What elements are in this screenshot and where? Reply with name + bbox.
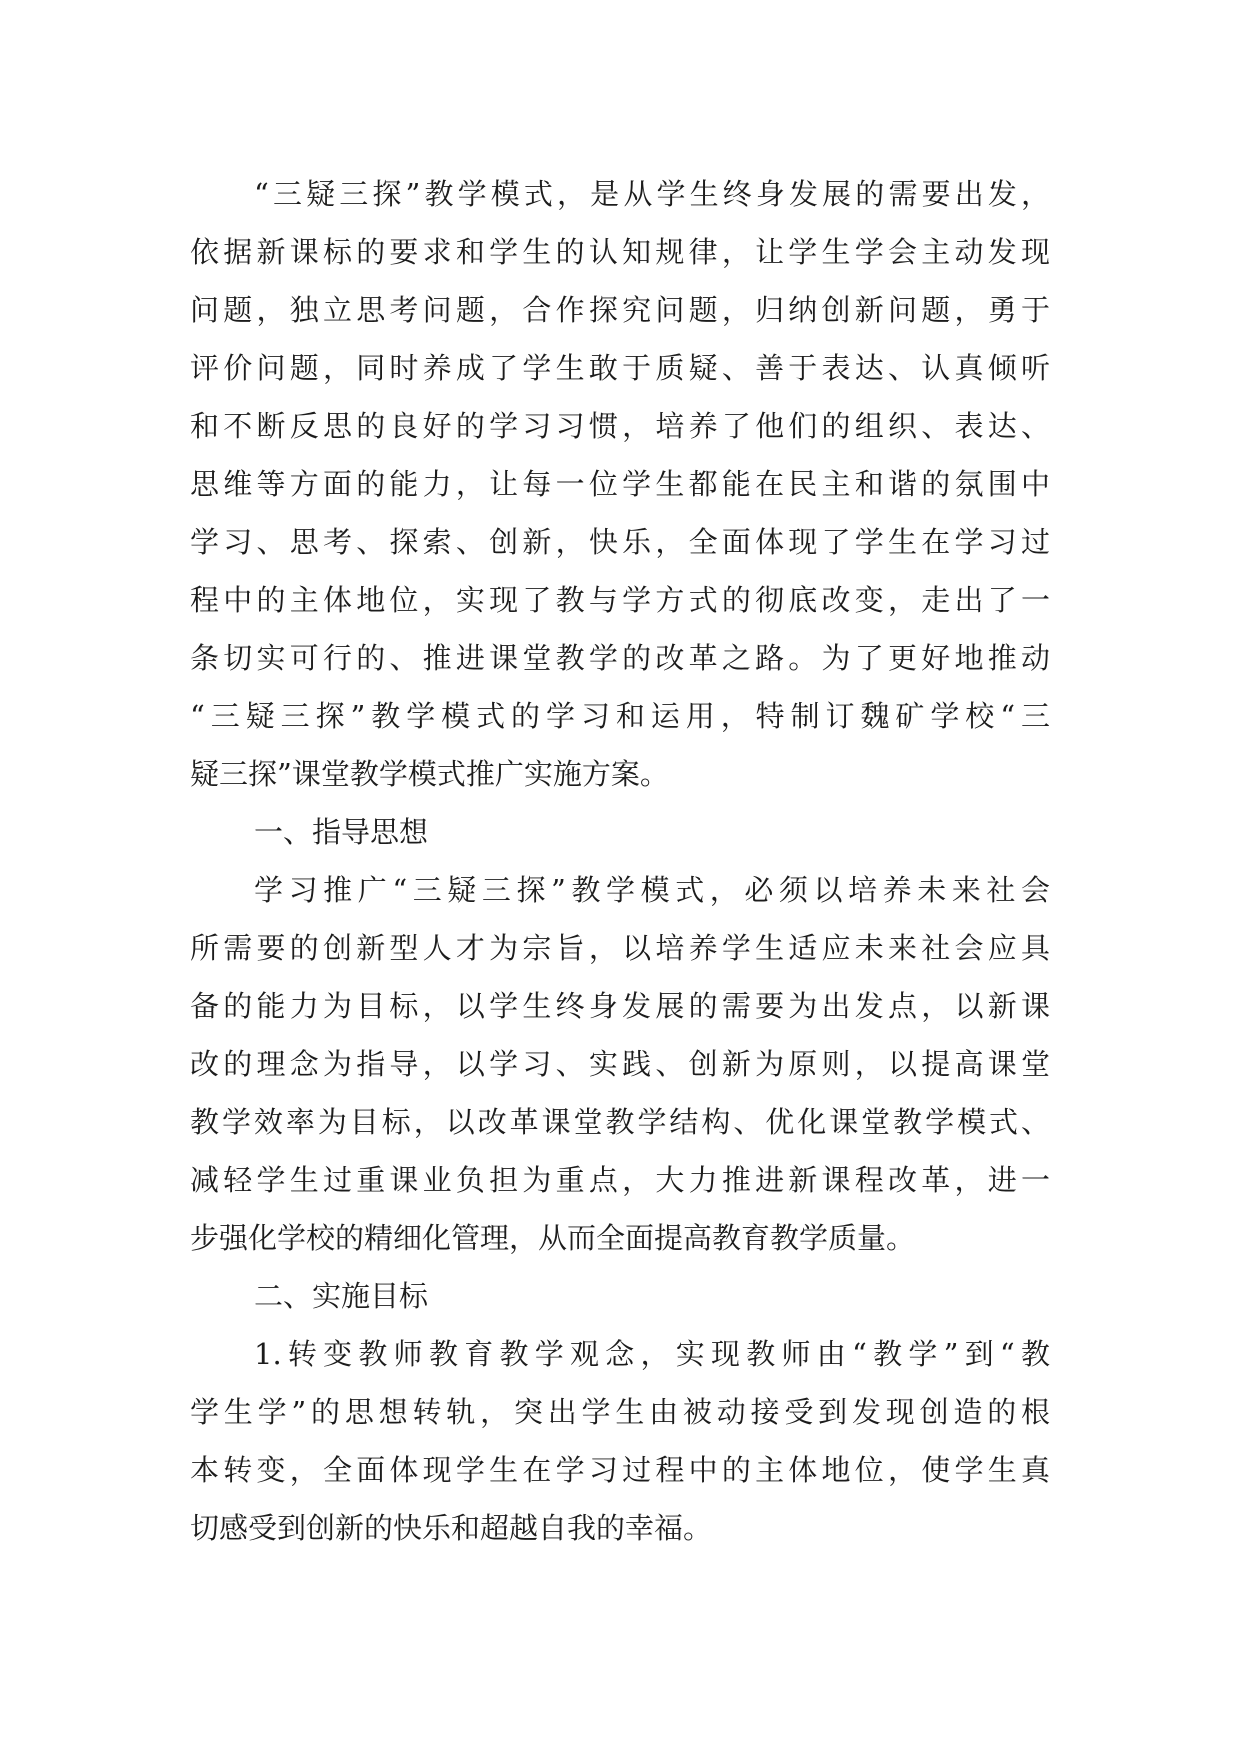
paragraph-goal-1-line-1: 1.转变教师教育教学观念，实现教师由“教学”到“教	[254, 1337, 1050, 1371]
paragraph-goal-1-line-3: 本转变，全面体现学生在学习过程中的主体地位，使学生真	[190, 1453, 1050, 1487]
paragraph-intro-line-1: “三疑三探”教学模式，是从学生终身发展的需要出发，	[254, 177, 1050, 211]
paragraph-guiding-line-1: 学习推广“三疑三探”教学模式，必须以培养未来社会	[254, 873, 1050, 907]
paragraph-goal-1-line-4: 切感受到创新的快乐和超越自我的幸福。	[190, 1511, 713, 1545]
paragraph-guiding-line-5: 教学效率为目标，以改革课堂教学结构、优化课堂教学模式、	[190, 1105, 1050, 1139]
paragraph-intro-line-10: “三疑三探”教学模式的学习和运用，特制订魏矿学校“三	[190, 699, 1050, 733]
paragraph-intro-line-3: 问题，独立思考问题，合作探究问题，归纳创新问题，勇于	[190, 293, 1050, 327]
section-heading-guiding-ideology: 一、指导思想	[254, 815, 429, 849]
paragraph-intro-line-2: 依据新课标的要求和学生的认知规律，让学生学会主动发现	[190, 235, 1050, 269]
paragraph-guiding-line-6: 减轻学生过重课业负担为重点，大力推进新课程改革，进一	[190, 1163, 1050, 1197]
paragraph-goal-1-line-2: 学生学”的思想转轨，突出学生由被动接受到发现创造的根	[190, 1395, 1050, 1429]
section-heading-implementation-goals: 二、实施目标	[254, 1279, 429, 1313]
document-body	[190, 165, 1050, 1557]
paragraph-intro-line-11: 疑三探”课堂教学模式推广实施方案。	[190, 757, 669, 791]
paragraph-guiding-line-3: 备的能力为目标，以学生终身发展的需要为出发点，以新课	[190, 989, 1050, 1023]
paragraph-guiding-line-2: 所需要的创新型人才为宗旨，以培养学生适应未来社会应具	[190, 931, 1050, 965]
paragraph-intro-line-5: 和不断反思的良好的学习习惯，培养了他们的组织、表达、	[190, 409, 1050, 443]
paragraph-intro-line-7: 学习、思考、探索、创新，快乐，全面体现了学生在学习过	[190, 525, 1050, 559]
paragraph-intro-line-6: 思维等方面的能力，让每一位学生都能在民主和谐的氛围中	[190, 467, 1050, 501]
paragraph-intro-line-8: 程中的主体地位，实现了教与学方式的彻底改变，走出了一	[190, 583, 1050, 617]
paragraph-guiding-line-7: 步强化学校的精细化管理，从而全面提高教育教学质量。	[190, 1221, 916, 1255]
paragraph-intro-line-4: 评价问题，同时养成了学生敢于质疑、善于表达、认真倾听	[190, 351, 1050, 385]
paragraph-intro-line-9: 条切实可行的、推进课堂教学的改革之路。为了更好地推动	[190, 641, 1050, 675]
paragraph-guiding-line-4: 改的理念为指导，以学习、实践、创新为原则，以提高课堂	[190, 1047, 1050, 1081]
